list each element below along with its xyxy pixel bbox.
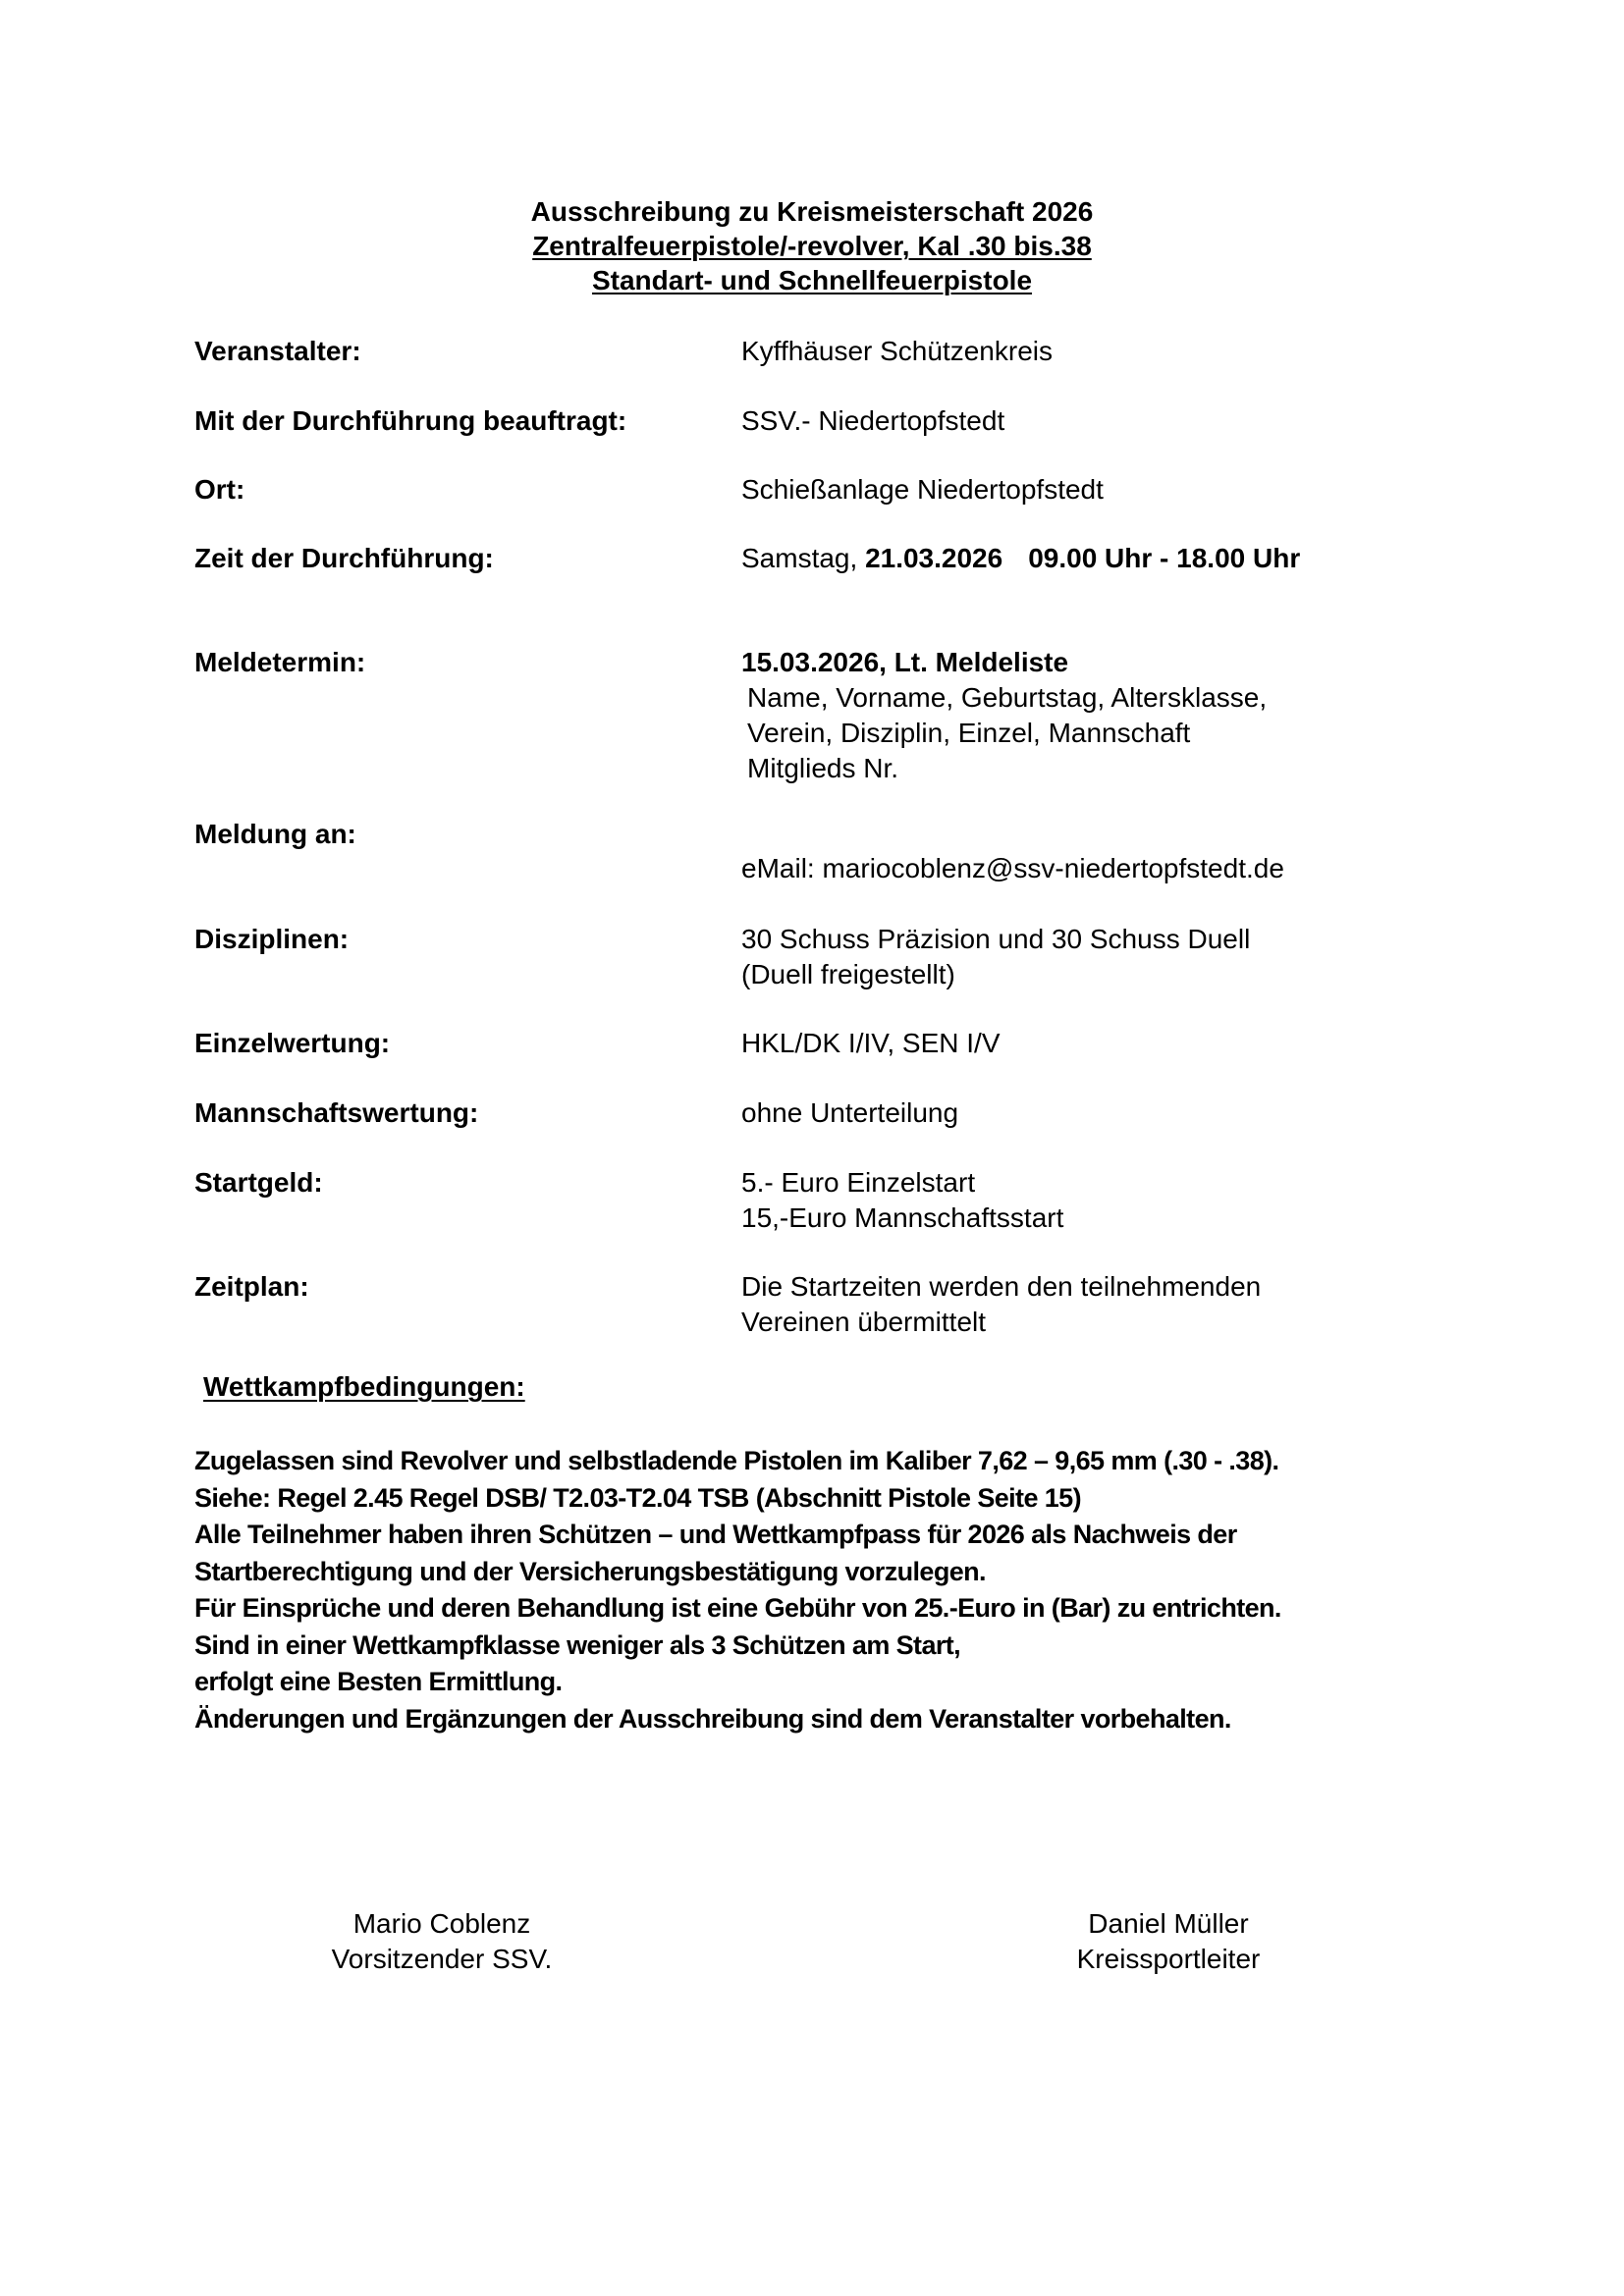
registration-deadline: 15.03.2026, Lt. Meldeliste: [741, 647, 1069, 677]
conditions-heading: Wettkampfbedingungen:: [203, 1371, 525, 1402]
discipline-line: 30 Schuss Präzision und 30 Schuss Duell: [741, 924, 1251, 954]
field-label: Zeit der Durchführung:: [194, 543, 494, 573]
condition-line: Alle Teilnehmer haben ihren Schützen – und Wettkampfpass für 2026 als Nachweis der: [194, 1520, 1237, 1549]
condition-line: Sind in einer Wettkampfklasse weniger als 3 Schützen am Start,: [194, 1629, 961, 1660]
condition-line: Siehe: Regel 2.45 Regel DSB/ T2.03-T2.04 TSB (Abschnitt Pistole Seite 15): [194, 1482, 1081, 1513]
field-value: [741, 645, 1267, 786]
field-value: [741, 541, 1300, 576]
field-value: SSV.- Niedertopfstedt: [741, 405, 1005, 436]
field-value: Kyffhäuser Schützenkreis: [741, 336, 1053, 366]
field-value: [741, 922, 1250, 992]
field-label: Meldetermin:: [194, 647, 366, 677]
condition-line: Startberechtigung und der Versicherungsbestätigung vorzulegen.: [194, 1556, 986, 1586]
condition-line: Änderungen und Ergänzungen der Ausschreibung sind dem Veranstalter vorbehalten.: [194, 1703, 1231, 1734]
signature-name: Daniel Müller: [1088, 1908, 1249, 1939]
event-time: 09.00 Uhr - 18.00 Uhr: [1028, 543, 1301, 573]
schedule-line: Die Startzeiten werden den teilnehmenden: [741, 1271, 1262, 1302]
field-label: Zeitplan:: [194, 1271, 309, 1302]
field-label: Ort:: [194, 474, 245, 505]
conditions-text: [194, 1443, 1471, 1737]
document-title: [0, 194, 1624, 297]
schedule-line: Vereinen übermittelt: [741, 1307, 987, 1337]
fee-line: 5.- Euro Einzelstart: [741, 1167, 976, 1198]
registration-info-line: Name, Vorname, Geburtstag, Altersklasse,: [747, 682, 1268, 713]
discipline-line: (Duell freigestellt): [741, 959, 955, 989]
title-line-3: Standart- und Schnellfeuerpistole: [591, 265, 1033, 295]
signature-role: Kreissportleiter: [1076, 1944, 1261, 1974]
field-label: Einzelwertung:: [194, 1028, 391, 1058]
field-label: Startgeld:: [194, 1167, 323, 1198]
field-label: Mannschaftswertung:: [194, 1097, 479, 1128]
field-value: HKL/DK I/IV, SEN I/V: [741, 1028, 1001, 1058]
signature-left: [295, 1906, 589, 1977]
field-value: Schießanlage Niedertopfstedt: [741, 474, 1104, 505]
field-label: Disziplinen:: [194, 924, 350, 954]
signature-role: Vorsitzender SSV.: [331, 1944, 553, 1974]
fee-line: 15,-Euro Mannschaftsstart: [741, 1202, 1064, 1233]
condition-line: Zugelassen sind Revolver und selbstladende Pistolen im Kaliber 7,62 – 9,65 mm (.30 - .38).: [194, 1446, 1279, 1475]
event-date: 21.03.2026: [865, 543, 1003, 573]
registration-info-line: Mitglieds Nr.: [747, 753, 899, 783]
field-value: [741, 1165, 1063, 1236]
field-value: ohne Unterteilung: [741, 1097, 959, 1128]
contact-email[interactable]: eMail: mariocoblenz@ssv-niedertopfstedt.de: [741, 853, 1284, 883]
signature-name: Mario Coblenz: [352, 1908, 531, 1939]
field-label: Meldung an:: [194, 819, 356, 849]
event-day: Samstag,: [741, 543, 866, 573]
condition-line: erfolgt eine Besten Ermittlung.: [194, 1667, 563, 1696]
field-label: Veranstalter:: [194, 336, 361, 366]
field-label: Mit der Durchführung beauftragt:: [194, 405, 627, 436]
field-value: [741, 1269, 1261, 1340]
signature-right: [1021, 1906, 1316, 1977]
condition-line: Für Einsprüche und deren Behandlung ist eine Gebühr von 25.-Euro in (Bar) zu entrichten.: [194, 1593, 1281, 1623]
title-line-2: Zentralfeuerpistole/-revolver, Kal .30 bis.38: [532, 231, 1092, 261]
title-line-1: Ausschreibung zu Kreismeisterschaft 2026: [530, 196, 1094, 227]
registration-info-line: Verein, Disziplin, Einzel, Mannschaft: [747, 718, 1191, 748]
